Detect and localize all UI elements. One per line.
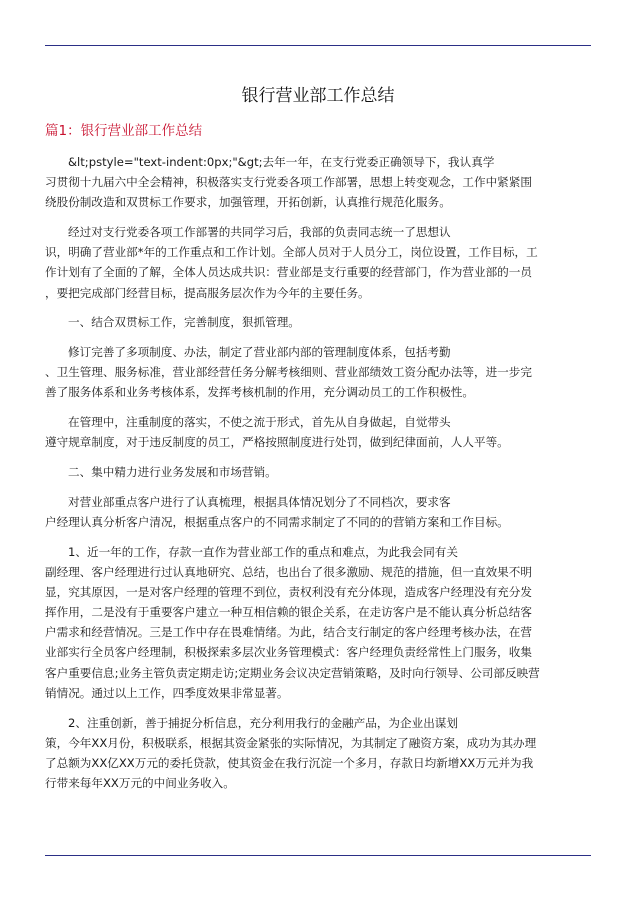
paragraph-line: 策，今年XX月份，积极联系，根据其资金紧张的实际情况，为其制定了融资方案，成功为其办理 <box>45 735 537 750</box>
paragraph <box>45 152 591 213</box>
paragraph-line: &lt;pstyle="text-indent:0px;"&gt;去年一年，在支行党委正确领导下，我认真学 <box>68 155 495 169</box>
paragraph <box>45 462 591 482</box>
paragraph-line: 销情况。通过以上工作，四季度效果非常显著。 <box>45 685 289 700</box>
paragraph-line: ，要把完成部门经营目标，提高服务层次作为今年的主要任务。 <box>45 285 370 300</box>
paragraph <box>45 312 591 332</box>
paragraph-line: 2、注重创新，善于捕捉分析信息，充分利用我行的金融产品，为企业出谋划 <box>68 715 458 730</box>
paragraph-line: 二、集中精力进行业务发展和市场营销。 <box>68 464 277 479</box>
paragraph-line: 善了服务体系和业务考核体系，发挥考核机制的作用，充分调动员工的工作积极性。 <box>45 385 474 400</box>
paragraph-line: 挥作用，二是没有于重要客户建立一种互相信赖的银企关系，在走访客户是不能认真分析总结客 <box>45 605 532 620</box>
paragraph-line: 识，明确了营业部*年的工作重点和工作计划。全部人员对于人员分工，岗位设置，工作目标，工 <box>45 245 538 260</box>
footer-rule <box>45 855 591 856</box>
paragraph <box>45 412 591 452</box>
paragraph-line: 显，究其原因，一是对客户经理的管理不到位，责权利没有充分体现，造成客户经理没有充分发 <box>45 584 532 599</box>
paragraph-line: 副经理、客户经理进行过认真地研究、总结，也出台了很多激励、规范的措施，但一直效果不明 <box>45 564 532 579</box>
paragraph-line: 、卫生管理、服务标准，营业部经营任务分解考核细则、营业部绩效工资分配办法等，进一步完 <box>45 365 532 380</box>
paragraph-line: 习贯彻十九届六中全会精神，积极落实支行党委各项工作部署，思想上转变观念，工作中紧紧围 <box>45 175 532 190</box>
paragraph <box>45 342 591 403</box>
paragraph-line: 了总额为XX亿XX万元的委托贷款，使其资金在我行沉淀一个多月，存款日均新增XX万元并为我 <box>45 755 534 770</box>
paragraph-line: 1、近一年的工作，存款一直作为营业部工作的重点和难点，为此我会同有关 <box>68 544 458 559</box>
paragraph-line: 客户重要信息;业务主管负责定期走访;定期业务会议决定营销策略，及时向行领导、公司部反映营 <box>45 665 540 680</box>
section-heading: 篇1：银行营业部工作总结 <box>45 123 203 139</box>
paragraph-line: 行带来每年XX万元的中间业务收入。 <box>45 776 235 791</box>
paragraph-line: 作计划有了全面的了解，全体人员达成共识：营业部是支行重要的经营部门，作为营业部的一员 <box>45 265 532 280</box>
paragraph <box>45 542 591 704</box>
header-rule <box>45 45 591 46</box>
paragraph-line: 户经理认真分析客户清况，根据重点客户的不同需求制定了不同的的营销方案和工作目标。 <box>45 514 509 529</box>
paragraph-line: 对营业部重点客户进行了认真梳理，根据具体情况划分了不同档次，要求客 <box>68 494 451 509</box>
paragraph-line: 绕股份制改造和双贯标工作要求，加强管理，开拓创新，认真推行规范化服务。 <box>45 195 451 210</box>
paragraph <box>45 222 591 303</box>
paragraph-line: 在管理中，注重制度的落实，不使之流于形式，首先从自身做起，自觉带头 <box>68 415 451 430</box>
paragraph-line: 一、结合双贯标工作，完善制度，狠抓管理。 <box>68 315 300 330</box>
paragraph-line: 遵守规章制度，对于违反制度的员工，严格按照制度进行处罚，做到纪律面前，人人平等。 <box>45 435 509 450</box>
paragraph <box>45 492 591 532</box>
paragraph-line: 修订完善了多项制度、办法，制定了营业部内部的管理制度体系，包括考勤 <box>68 345 451 359</box>
document-title: 银行营业部工作总结 <box>241 86 395 106</box>
paragraph <box>45 713 591 794</box>
paragraph-line: 业部实行全员客户经理制，积极探索多层次业务管理模式：客户经理负责经常性上门服务，收集 <box>45 645 532 660</box>
document-body <box>45 152 591 803</box>
paragraph-line: 经过对支行党委各项工作部署的共同学习后，我部的负责同志统一了思想认 <box>68 225 451 240</box>
paragraph-line: 户需求和经营情况。三是工作中存在畏难情绪。为此，结合支行制定的客户经理考核办法，在营 <box>45 625 532 640</box>
